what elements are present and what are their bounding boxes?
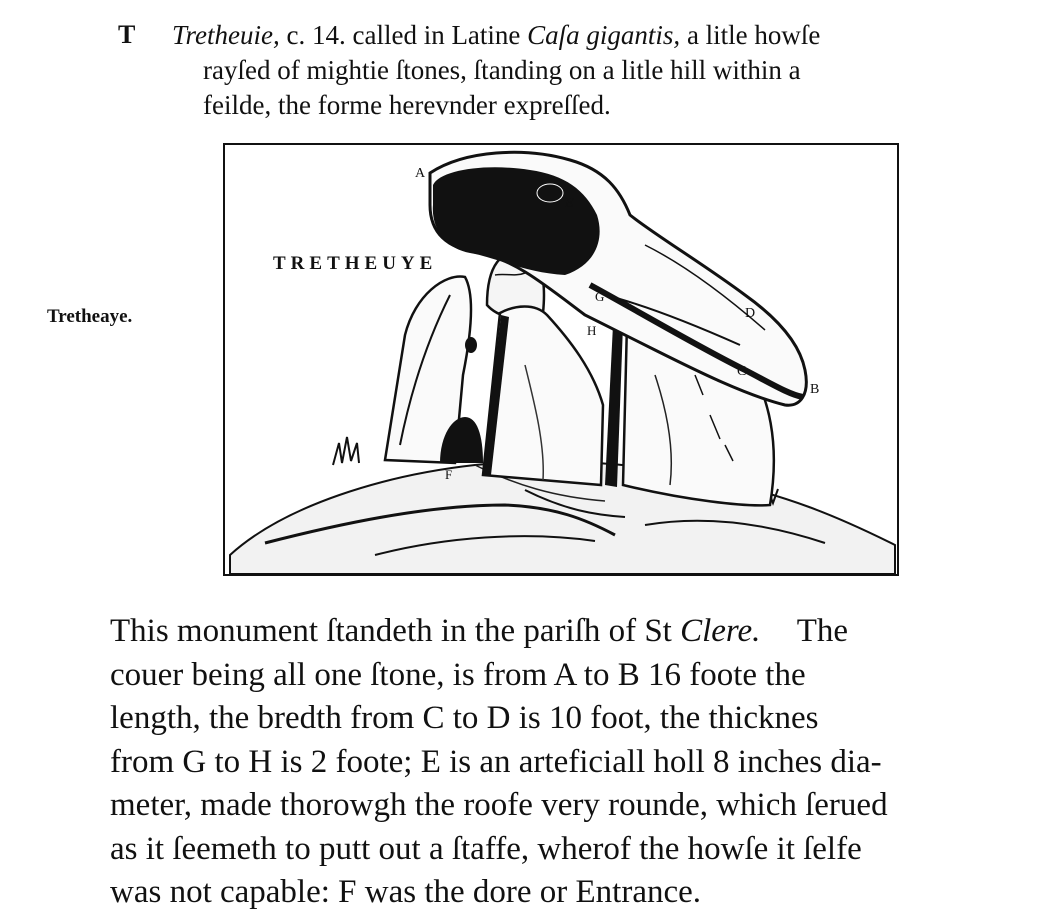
body-line-5: meter, made thorowgh the roofe very rounde, which ſerued xyxy=(110,787,888,823)
body-line-4: from G to H is 2 foote; E is an arteficiall holl 8 inches dia- xyxy=(110,744,882,780)
dolmen-drawing xyxy=(225,145,897,574)
margin-note: Tretheaye. xyxy=(47,306,133,327)
body-line-1 xyxy=(110,610,848,654)
body-line-7: was not capable: F was the dore or Entrance. xyxy=(110,874,702,910)
dolmen-illustration xyxy=(223,143,899,576)
body-line-6: as it ſeemeth to putt out a ſtaffe, wherof the howſe it ſelfe xyxy=(110,831,862,867)
header-text-before-latin: called in Latine xyxy=(352,20,521,50)
place-name: Tretheuie, xyxy=(172,20,280,50)
header-line-3: feilde, the forme herevnder expreſſed. xyxy=(203,90,611,120)
header-line-1 xyxy=(172,18,820,53)
label-f: F xyxy=(445,467,453,482)
label-h: H xyxy=(587,323,597,338)
label-a: A xyxy=(415,166,426,181)
body-line-1-start: This monument ſtandeth in the pariſh of St xyxy=(110,613,672,649)
label-b: B xyxy=(810,382,820,397)
body-line-2: couer being all one ſtone, is from A to B 16 foote the xyxy=(110,657,806,693)
figure-caption: TRETHEUYE xyxy=(273,253,438,274)
label-g: G xyxy=(595,289,605,304)
parish-name: Clere. xyxy=(680,613,761,649)
label-e: E xyxy=(565,196,574,211)
chapter-ref: c. 14. xyxy=(286,20,346,50)
header-text-after-latin: a litle howſe xyxy=(686,20,821,50)
section-marker: T xyxy=(118,20,136,49)
body-line-3: length, the bredth from C to D is 10 foot, the thicknes xyxy=(110,700,819,736)
header-line-2: rayſed of mightie ſtones, ſtanding on a litle hill within a xyxy=(203,55,801,85)
label-d: D xyxy=(745,306,756,321)
latin-name: Caſa gigantis, xyxy=(527,20,681,50)
label-c: C xyxy=(737,364,747,379)
body-line-1-end: The xyxy=(796,613,848,649)
